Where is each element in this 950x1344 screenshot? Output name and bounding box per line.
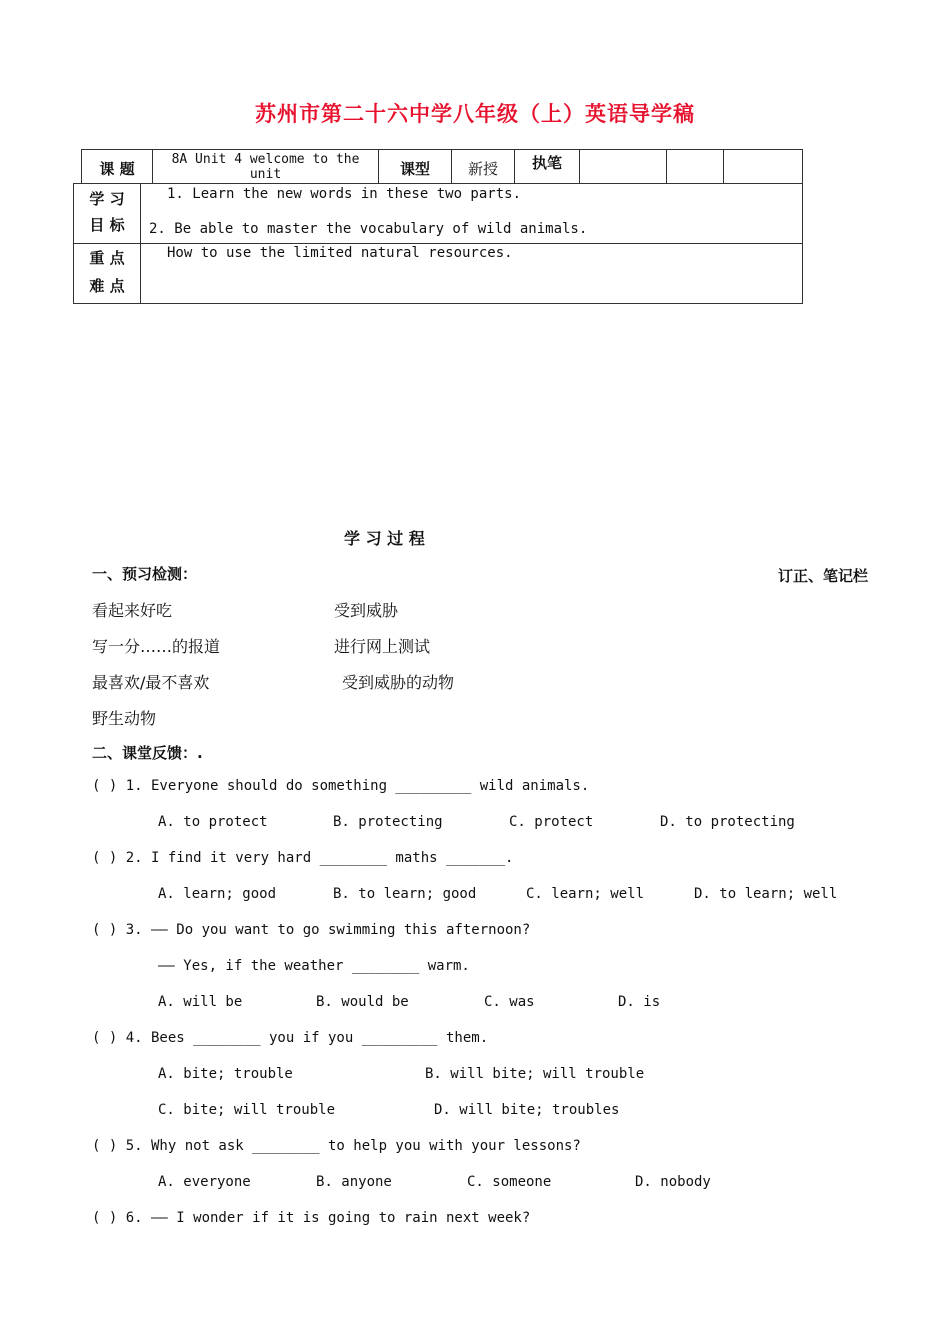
goal-1: 1. Learn the new words in these two parts. xyxy=(167,186,522,202)
question-2-stem: ( ) 2. I find it very hard ________ maths _______. xyxy=(92,850,514,866)
question-4-stem: ( ) 4. Bees ________ you if you _________ them. xyxy=(92,1030,489,1046)
process-heading: 学 习 过 程 xyxy=(344,529,425,548)
vocab-item: 野生动物 xyxy=(92,709,157,728)
question-5-option-d: D. nobody xyxy=(635,1174,711,1190)
goals-label-cell xyxy=(74,184,141,244)
question-1-option-b: B. protecting xyxy=(333,814,443,830)
topic-label-cell xyxy=(82,150,153,184)
key-value: How to use the limited natural resources. xyxy=(167,245,513,261)
question-1-stem: ( ) 1. Everyone should do something _________ wild animals. xyxy=(92,778,590,794)
vocab-item: 最喜欢/最不喜欢 xyxy=(92,673,210,692)
lesson-goals-table xyxy=(73,183,803,304)
vocab-item: 受到威胁的动物 xyxy=(342,673,455,692)
key-label-line-1: 重 点 xyxy=(89,249,125,267)
document-title: 苏州市第二十六中学八年级（上）英语导学稿 xyxy=(255,102,695,126)
question-4-option-b: B. will bite; will trouble xyxy=(425,1066,645,1082)
question-3-stem: ( ) 3. —— Do you want to go swimming this afternoon? xyxy=(92,922,531,938)
question-2-option-b: B. to learn; good xyxy=(333,886,477,902)
topic-label: 课 题 xyxy=(99,160,135,178)
question-6-stem: ( ) 6. —— I wonder if it is going to rain next week? xyxy=(92,1210,531,1226)
question-2-option-c: C. learn; well xyxy=(526,886,645,902)
question-1-option-c: C. protect xyxy=(509,814,594,830)
vocab-item: 看起来好吃 xyxy=(92,601,173,620)
question-4-option-c: C. bite; will trouble xyxy=(158,1102,336,1118)
question-3-line-2: —— Yes, if the weather ________ warm. xyxy=(158,958,470,974)
question-4-option-d: D. will bite; troubles xyxy=(434,1102,620,1118)
type-value-cell xyxy=(452,150,515,184)
question-3-option-a: A. will be xyxy=(158,994,243,1010)
section1-heading: 一、预习检测： xyxy=(92,565,198,583)
lesson-info-table xyxy=(81,149,803,184)
question-1-option-a: A. to protect xyxy=(158,814,268,830)
question-3-option-b: B. would be xyxy=(316,994,409,1010)
question-3-option-d: D. is xyxy=(618,994,661,1010)
question-5-option-b: B. anyone xyxy=(316,1174,392,1190)
key-value-cell xyxy=(141,244,803,304)
type-label-cell xyxy=(379,150,452,184)
question-3-option-c: C. was xyxy=(484,994,535,1010)
vocab-item: 写一分……的报道 xyxy=(92,637,221,656)
author-label: 执笔 xyxy=(531,154,562,172)
goal-2: 2. Be able to master the vocabulary of wild animals. xyxy=(149,221,588,237)
question-4-option-a: A. bite; trouble xyxy=(158,1066,293,1082)
key-label-line-2: 难 点 xyxy=(89,277,125,295)
author-label-cell xyxy=(515,150,580,184)
question-2-option-d: D. to learn; well xyxy=(694,886,838,902)
question-2-option-a: A. learn; good xyxy=(158,886,277,902)
goals-value-cell xyxy=(141,184,803,244)
question-1-option-d: D. to protecting xyxy=(660,814,795,830)
question-5-option-c: C. someone xyxy=(467,1174,552,1190)
topic-value: 8A Unit 4 welcome to the unit xyxy=(171,152,360,182)
type-label: 课型 xyxy=(399,160,430,178)
goals-label-line-1: 学 习 xyxy=(89,190,125,208)
blank-cell-1 xyxy=(667,150,724,184)
notes-column-label: 订正、笔记栏 xyxy=(778,567,869,585)
topic-value-cell xyxy=(153,150,379,184)
type-value: 新授 xyxy=(467,160,498,178)
question-5-stem: ( ) 5. Why not ask ________ to help you with your lessons? xyxy=(92,1138,581,1154)
vocab-item: 进行网上测试 xyxy=(334,637,431,656)
goals-label-line-2: 目 标 xyxy=(89,216,125,234)
question-5-option-a: A. everyone xyxy=(158,1174,251,1190)
author-value-cell xyxy=(580,150,667,184)
blank-cell-2 xyxy=(724,150,803,184)
key-label-cell xyxy=(74,244,141,304)
vocab-item: 受到威胁 xyxy=(334,601,399,620)
section2-heading: 二、课堂反馈：. xyxy=(92,744,203,762)
